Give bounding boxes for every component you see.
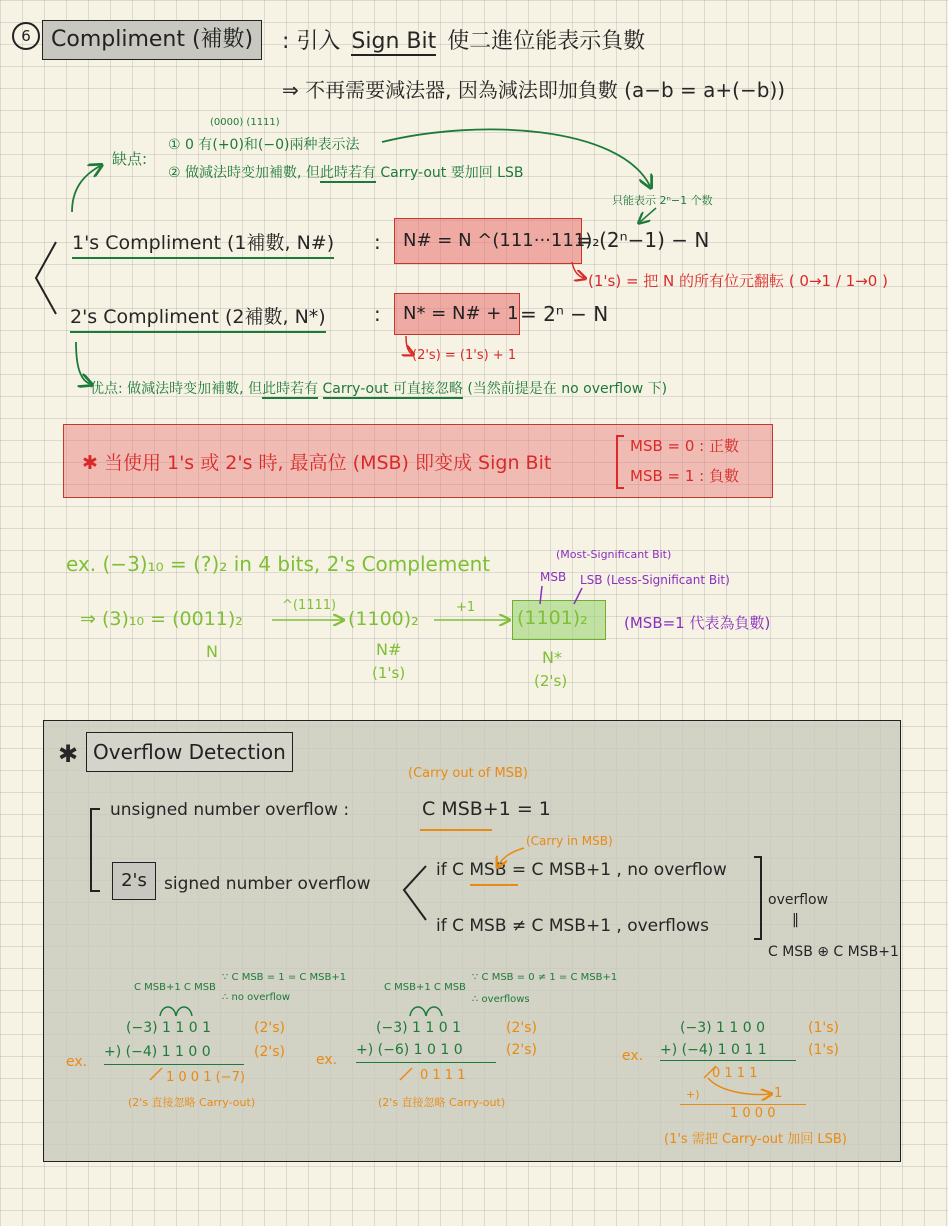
ex2-row-1-tag: (2's) [506, 1020, 537, 1036]
ex1-row-1-tag: (2's) [254, 1020, 285, 1036]
cons-label: 缺点: [112, 150, 148, 168]
carry-in-note: (Carry in MSB) [526, 834, 613, 848]
overflow-result-bottom: C MSB ⊕ C MSB+1 [768, 944, 899, 960]
pros-arrow [76, 342, 90, 384]
ex1-reason-1: ∵ C MSB = 1 = C MSB+1 [222, 972, 347, 983]
signed-rule: signed number overflow [164, 874, 371, 894]
cons-item-2-c: Carry-out 要加回 LSB [380, 165, 524, 181]
pros-c: Carry-out 可直接忽略 [322, 381, 463, 397]
ex2-reason-2: ∴ overflows [472, 994, 530, 1005]
label-n: N [206, 642, 218, 661]
lsb-full-name: LSB (Less-Significant Bit) [580, 573, 730, 587]
cons-arrow [72, 166, 100, 212]
intro-line-2: ⇒ 不再需要減法器, 因為減法即加負數 (a−b = a+(−b)) [282, 78, 786, 102]
overflow-result-eq: ‖ [792, 912, 799, 928]
carry-out-note: (Carry out of MSB) [408, 766, 528, 781]
if-not-equal: if C MSB ≠ C MSB+1 , overflows [436, 916, 710, 936]
ex3-row-2: +) (−4) 1 0 1 1 [660, 1042, 767, 1058]
label-n1-sub: (1's) [372, 664, 406, 682]
cons-tags: (0000) (1111) [210, 117, 280, 128]
twos-note: (2's) = (1's) + 1 [412, 348, 517, 363]
ex2-reason-1: ∵ C MSB = 0 ≠ 1 = C MSB+1 [472, 972, 618, 983]
msb-sign-main: ✱ 当使用 1's 或 2's 時, 最高位 (MSB) 即变成 Sign Bit [82, 452, 552, 474]
pros-d: (当然前提是在 no overflow 下) [467, 381, 668, 397]
msb-pointer [540, 586, 542, 604]
ones-colon: : [374, 230, 381, 254]
ex3-result: 0 1 1 1 [712, 1066, 758, 1081]
intro-suffix: 使二進位能表示負數 [447, 29, 646, 54]
label-n2: N* [542, 648, 562, 667]
example-mid: (1100)₂ [348, 608, 419, 630]
ex1-prefix: ex. [66, 1054, 88, 1070]
lsb-pointer [574, 588, 582, 604]
ex3-carry-add: 1 [774, 1086, 783, 1101]
example-result: (1101)₂ [517, 607, 588, 629]
example-op1: ^(1111) [282, 598, 337, 613]
ex1-carry-arc-2 [176, 1007, 192, 1016]
unsigned-rule: unsigned number overflow : [110, 800, 350, 820]
pros-b: 此時若有 [262, 381, 319, 397]
intro-prefix: : 引入 [282, 29, 341, 54]
main-brace [36, 242, 56, 314]
ex1-carry-cross [150, 1068, 162, 1080]
twos-label: 2's Compliment (2補數, N*) [70, 302, 326, 333]
ones-formula: N# = N ^(111···111)₂ [403, 230, 600, 251]
ones-note-top: 只能表示 2ⁿ−1 个数 [612, 194, 713, 207]
ex1-row-1: (−3) 1 1 0 1 [126, 1020, 211, 1036]
pros-a: 优点: 做減法時变加補數, 但 [90, 381, 263, 397]
ex1-carry-arc-1 [160, 1007, 176, 1016]
page-title-text: Compliment (補數) [51, 27, 254, 52]
ex2-row-1: (−3) 1 1 0 1 [376, 1020, 461, 1036]
ex3-row-1: (−3) 1 1 0 0 [680, 1020, 765, 1036]
ex1-row-2-tag: (2's) [254, 1044, 285, 1060]
ex1-carry-labels: C MSB+1 C MSB [134, 982, 216, 993]
ex3-plus: +) [686, 1088, 700, 1101]
ex3-row-1-tag: (1's) [808, 1020, 839, 1036]
label-n2-sub: (2's) [534, 672, 568, 690]
ex3-final: 1 0 0 0 [730, 1106, 776, 1121]
msb-rule-0: MSB = 0 : 正數 [630, 437, 739, 455]
ex2-note: (2's 直接忽略 Carry-out) [378, 1096, 506, 1109]
ex2-carry-labels: C MSB+1 C MSB [384, 982, 466, 993]
twos-note-arrow [406, 336, 412, 354]
cons-item-1: ① 0 有(+0)和(−0)兩种表示法 [168, 137, 360, 153]
section-number-text: 6 [21, 27, 31, 45]
ex1-note: (2's 直接忽略 Carry-out) [128, 1096, 256, 1109]
ex2-carry-arc-2 [426, 1007, 442, 1016]
ex3-prefix: ex. [622, 1048, 644, 1064]
twos-box-text: 2's [121, 870, 147, 891]
cons-to-note-arrow [382, 129, 650, 186]
ones-label: 1's Compliment (1補數, N#) [72, 228, 334, 259]
ex3-carry-loop [708, 1078, 770, 1094]
overflow-star: ✱ [58, 740, 79, 768]
sign-bit-term: Sign Bit [351, 29, 437, 54]
msb-label: MSB [540, 570, 567, 584]
cons-item-2-b: 此時若有 [319, 165, 376, 181]
if-equal: if C MSB = C MSB+1 , no overflow [436, 860, 727, 880]
ones-note: (1's) = 把 N 的所有位元翻転 ( 0→1 / 1→0 ) [588, 272, 888, 290]
overflow-result-top: overflow [768, 892, 829, 908]
twos-colon: : [374, 302, 381, 326]
twos-rhs: = 2ⁿ − N [520, 302, 609, 326]
example-op2: +1 [456, 600, 476, 615]
overflow-fork [404, 866, 426, 920]
ex2-row-2-tag: (2's) [506, 1042, 537, 1058]
ex2-carry-arc-1 [410, 1007, 426, 1016]
note-small-arrow [640, 208, 656, 222]
ex3-row-2-tag: (1's) [808, 1042, 839, 1058]
ex2-prefix: ex. [316, 1052, 338, 1068]
ex1-result: 1 0 0 1 (−7) [166, 1070, 245, 1085]
twos-formula: N* = N# + 1 [403, 303, 519, 324]
msb-full-name: (Most-Significant Bit) [556, 548, 672, 561]
example-result-note: (MSB=1 代表為負數) [624, 614, 771, 632]
overflow-title-text: Overflow Detection [93, 740, 286, 764]
cons-item-2-a: ② 做減法時变加補數, 但 [168, 165, 320, 181]
ex1-row-2: +) (−4) 1 1 0 0 [104, 1044, 211, 1060]
ones-rhs: = (2ⁿ−1) − N [576, 228, 710, 252]
carry-in-arrow [498, 848, 524, 866]
ex2-result: 0 1 1 1 [420, 1068, 466, 1083]
ex2-row-2: +) (−6) 1 0 1 0 [356, 1042, 463, 1058]
ex3-carry-cross [704, 1066, 716, 1078]
ones-note-arrow [572, 262, 584, 278]
unsigned-eq: C MSB+1 = 1 [422, 798, 551, 820]
msb-rule-1: MSB = 1 : 負數 [630, 467, 739, 485]
ex3-note: (1's 需把 Carry-out 加回 LSB) [664, 1132, 847, 1147]
example-question: ex. (−3)₁₀ = (?)₂ in 4 bits, 2's Complement [66, 552, 491, 576]
label-n1: N# [376, 640, 402, 659]
example-start: ⇒ (3)₁₀ = (0011)₂ [80, 608, 243, 630]
ex1-reason-2: ∴ no overflow [222, 992, 291, 1003]
ex2-carry-cross [400, 1068, 412, 1080]
